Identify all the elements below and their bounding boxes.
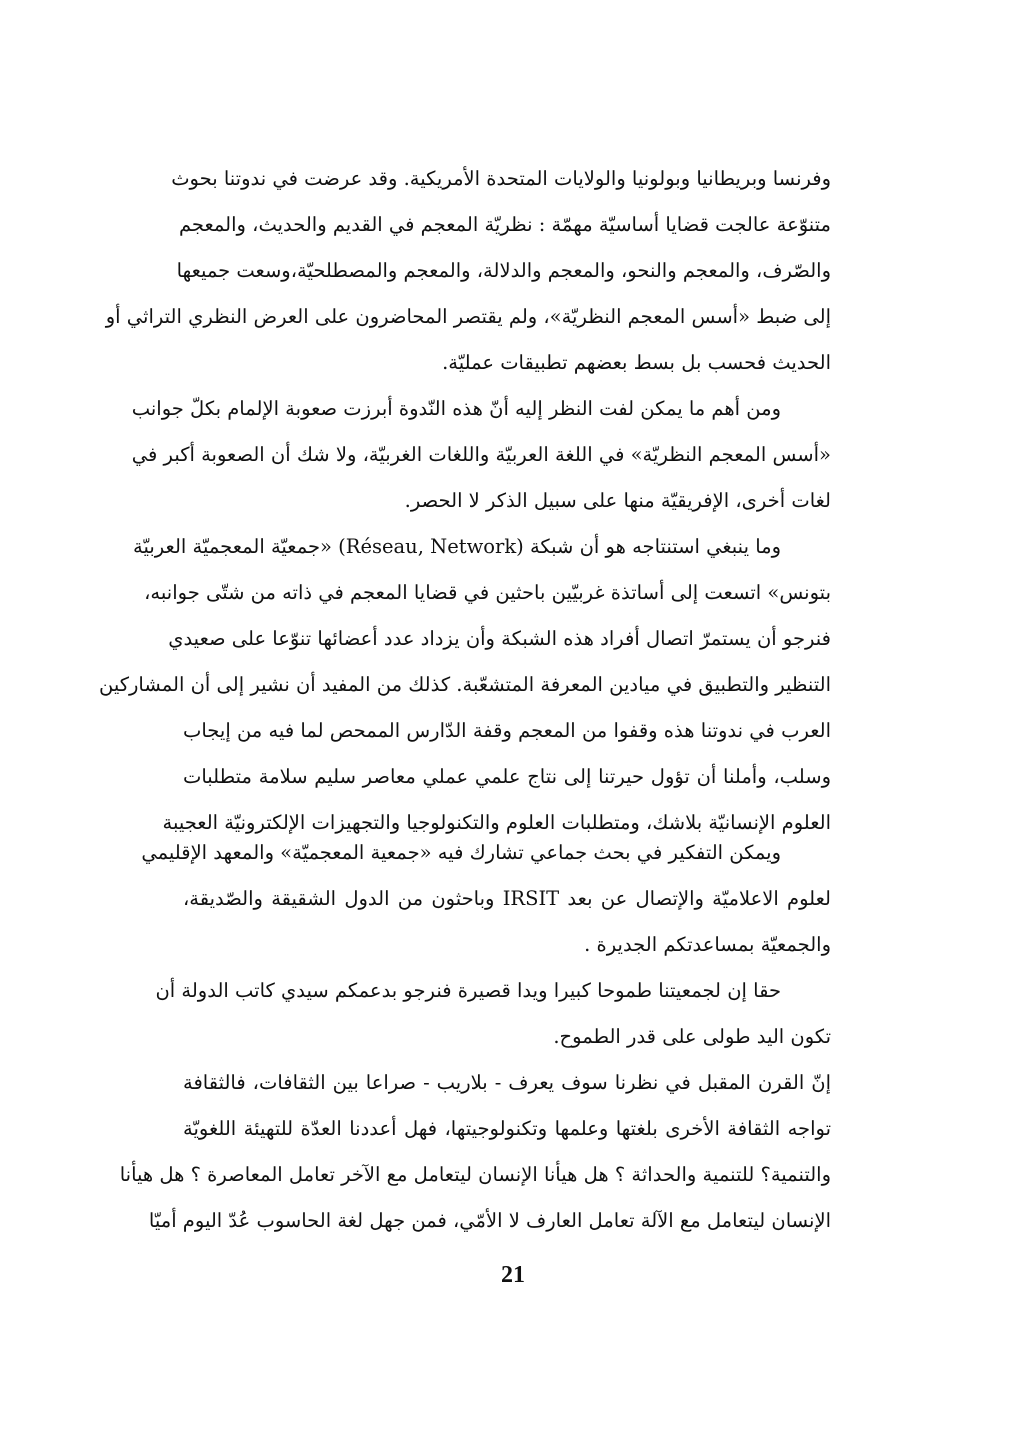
text-line: حقا إن لجمعيتنا طموحا كبيرا ويدا قصيرة فنرجو بدعمكم سيدي كاتب الدولة أن [155, 979, 781, 1002]
text-line: وفرنسا وبريطانيا وبولونيا والولايات المتحدة الأمريكية. وقد عرضت في ندوتنا بحوث [171, 167, 831, 190]
text-line: لغات أخرى، الإفريقيّة منها على سبيل الذكر لا الحصر. [404, 489, 831, 512]
text-line: تواجه الثقافة الأخرى بلغتها وعلمها وتكنولوجيتها، فهل أعددنا العدّة للتهيئة اللغويّة [183, 1117, 831, 1140]
text-line: بتونس» اتسعت إلى أساتذة غربيّين باحثين في قضايا المعجم في ذاته من شتّى جوانبه، [144, 581, 831, 604]
text-line: إلى ضبط «أسس المعجم النظريّة»، ولم يقتصر المحاضرون على العرض النظري التراثي أو [105, 305, 831, 328]
text-line: التنظير والتطبيق في ميادين المعرفة المتشعّبة. كذلك من المفيد أن نشير إلى أن المشاركين [98, 673, 831, 696]
text-line: الحديث فحسب بل بسط بعضهم تطبيقات عمليّة. [442, 351, 831, 374]
text-line: «أسس المعجم النظريّة» في اللغة العربيّة واللغات الغربيّة، ولا شك أن الصعوبة أكبر في [131, 443, 831, 466]
text-line: تكون اليد طولى على قدر الطموح. [553, 1025, 831, 1048]
page-number: 21 [501, 1262, 525, 1288]
text-line: ويمكن التفكير في بحث جماعي تشارك فيه «جمعية المعجميّة» والمعهد الإقليمي [141, 841, 781, 864]
text-line: متنوّعة عالجت قضايا أساسيّة مهمّة : نظريّة المعجم في القديم والحديث، والمعجم [178, 213, 831, 236]
text-line: وما ينبغي استنتاجه هو أن شبكة (Réseau, Network) «جمعيّة المعجميّة العربيّة [133, 535, 781, 558]
text-line: والتنمية؟ للتنمية والحداثة ؟ هل هيأنا الإنسان ليتعامل مع الآخر تعامل المعاصرة ؟ هل هيأنا [119, 1163, 831, 1186]
text-line: إنّ القرن المقبل في نظرنا سوف يعرف - بلاريب - صراعا بين الثقافات، فالثقافة [183, 1071, 831, 1094]
text-line: العلوم الإنسانيّة بلاشك، ومتطلبات العلوم والتكنولوجيا والتجهيزات الإلكترونيّة العجيبة [162, 811, 831, 834]
text-block-1 [98, 156, 831, 846]
text-line: والجمعيّة بمساعدتكم الجديرة . [584, 933, 831, 956]
text-line: ومن أهم ما يمكن لفت النظر إليه أنّ هذه النّدوة أبرزت صعوبة الإلمام بكلّ جوانب [131, 397, 781, 420]
text-line: لعلوم الاعلاميّة والإتصال عن بعد IRSIT وباحثون من الدول الشقيقة والصّديقة، [183, 887, 831, 910]
text-line: والصّرف، والمعجم والنحو، والمعجم والدلالة، والمعجم والمصطلحيّة،وسعت جميعها [176, 259, 831, 282]
text-line: فنرجو أن يستمرّ اتصال أفراد هذه الشبكة وأن يزداد عدد أعضائها تنوّعا على صعيدي [168, 627, 831, 650]
text-block-2 [119, 830, 831, 1244]
text-line: العرب في ندوتنا هذه وقفوا من المعجم وقفة الدّارس الممحص لما فيه من إيجاب [183, 719, 831, 742]
text-line: وسلب، وأملنا أن تؤول حيرتنا إلى نتاج علمي عملي معاصر سليم سلامة متطلبات [183, 765, 831, 788]
text-line: الإنسان ليتعامل مع الآلة تعامل العارف لا الأمّي، فمن جهل لغة الحاسوب عُدّ اليوم أميّا [148, 1209, 831, 1232]
